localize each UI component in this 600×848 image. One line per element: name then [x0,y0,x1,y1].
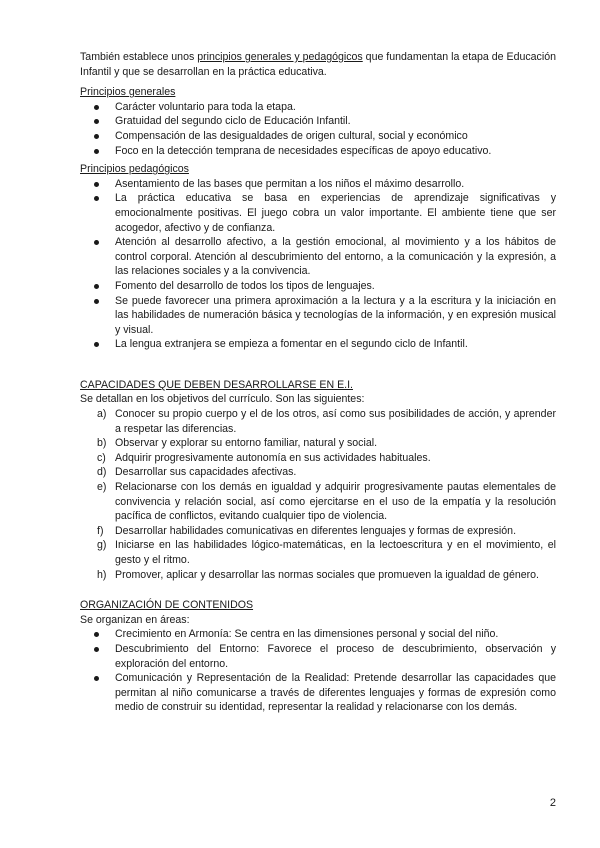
intro-paragraph [80,50,556,79]
principios-generales-list [80,100,556,158]
list-item [80,480,556,524]
capacidades-intro: Se detallan en los objetivos del currículo. Son las siguientes: [80,393,365,406]
bullet-icon [94,196,99,201]
bullet-icon [94,119,99,124]
page-number: 2 [549,797,556,809]
list-item-text: La lengua extranjera se empieza a fomentar en el segundo ciclo de Infantil. [115,338,468,351]
list-item [80,294,556,338]
list-item [80,627,556,642]
list-letter: a) [97,408,107,421]
list-item-text: Asentamiento de las bases que permitan a los niños el máximo desarrollo. [115,177,465,190]
capacidades-list [80,407,556,582]
list-item [80,642,556,671]
list-item-text: Promover, aplicar y desarrollar las normas sociales que promueven la igualdad de género. [115,568,539,581]
list-item-text: Observar y explorar su entorno familiar, natural y social. [115,437,378,450]
bullet-icon [94,149,99,154]
list-item [80,337,556,352]
list-item [80,100,556,115]
bullet-icon [94,182,99,187]
bullet-icon [94,105,99,110]
list-item-text: Descubrimiento del Entorno: Favorece el proceso de descubrimiento, observación y exploración del entorno. [115,642,556,670]
bullet-icon [94,647,99,652]
document-page [80,50,556,715]
list-item [80,407,556,436]
list-item [80,524,556,539]
list-item-text: La práctica educativa se basa en experiencias de aprendizaje significativas y emocionalmente positivas. El juego cobra un valor importante. El ambiente tiene que ser acogedor, afectivo y de confianza. [115,192,556,234]
list-item [80,235,556,279]
bullet-icon [94,134,99,139]
intro-before: También establece unos [80,51,198,63]
intro-link: principios generales y pedagógicos [197,51,363,63]
list-letter: e) [97,481,107,494]
organizacion-list [80,627,556,715]
list-item [80,177,556,192]
principios-generales-heading: Principios generales [80,86,176,99]
list-item [80,451,556,466]
intro-after: que fundamentan la etapa de Educación Infantil y que se desarrollan en la práctica educativa. [80,51,556,78]
principios-pedagogicos-list [80,177,556,352]
list-letter: b) [97,437,107,450]
principios-pedagogicos-heading: Principios pedagógicos [80,163,189,176]
list-item [80,144,556,159]
list-item-text: Foco en la detección temprana de necesidades específicas de apoyo educativo. [115,144,492,157]
organizacion-heading: ORGANIZACIÓN DE CONTENIDOS [80,599,254,612]
list-item [80,279,556,294]
list-item [80,465,556,480]
list-item [80,538,556,567]
bullet-icon [94,299,99,304]
list-item-text: Relacionarse con los demás en igualdad y adquirir progresivamente pautas elementales de convivencia y relación social, así como ejercitarse en el uso de la empatía y la resolución pacífica de conflictos, evitando cualquier tipo de violencia. [115,481,556,523]
list-item [80,671,556,715]
list-item-text: Desarrollar habilidades comunicativas en diferentes lenguajes y formas de expresión. [115,524,517,537]
capacidades-heading: CAPACIDADES QUE DEBEN DESARROLLARSE EN E.I. [80,378,353,391]
bullet-icon [94,342,99,347]
bullet-icon [94,632,99,637]
list-item [80,568,556,583]
list-item-text: Fomento del desarrollo de todos los tipos de lenguajes. [115,279,375,292]
list-letter: d) [97,466,107,479]
list-item-text: Crecimiento en Armonía: Se centra en las dimensiones personal y social del niño. [115,628,499,641]
list-item-text: Compensación de las desigualdades de origen cultural, social y económico [115,129,468,142]
list-item-text: Carácter voluntario para toda la etapa. [115,100,296,113]
bullet-icon [94,284,99,289]
list-letter: f) [97,524,104,537]
list-item-text: Se puede favorecer una primera aproximación a la lectura y a la escritura y la iniciación en las habilidades de numeración básica y tecnologías de la información, y en expresión musical y visual. [115,294,556,336]
bullet-icon [94,240,99,245]
list-item-text: Iniciarse en las habilidades lógico-matemáticas, en la lectoescritura y en el movimiento, el gesto y el ritmo. [115,539,556,566]
list-item-text: Comunicación y Representación de la Realidad: Pretende desarrollar las capacidades que permitan al niño comunicarse a través de diferentes lenguajes y formas de expresión como medio de construir su identidad, representar la realidad y relacionarse con los demás. [115,672,556,714]
bullet-icon [94,676,99,681]
list-letter: c) [97,451,106,464]
list-letter: g) [97,539,107,552]
list-item [80,114,556,129]
list-item-text: Desarrollar sus capacidades afectivas. [115,466,297,479]
list-item-text: Atención al desarrollo afectivo, a la gestión emocional, al movimiento y a los hábitos de control corporal. Atención al descubrimiento del entorno, a la comunicación y la expresión, a las relaciones sociales y a la convivencia. [115,236,556,278]
list-item-text: Adquirir progresivamente autonomía en sus actividades habituales. [115,451,431,464]
list-item-text: Conocer su propio cuerpo y el de los otros, así como sus posibilidades de acción, y aprender a respetar las diferencias. [115,408,556,435]
organizacion-intro: Se organizan en áreas: [80,613,190,626]
list-item [80,436,556,451]
list-item-text: Gratuidad del segundo ciclo de Educación Infantil. [115,115,351,128]
list-letter: h) [97,568,107,581]
list-item [80,191,556,235]
list-item [80,129,556,144]
